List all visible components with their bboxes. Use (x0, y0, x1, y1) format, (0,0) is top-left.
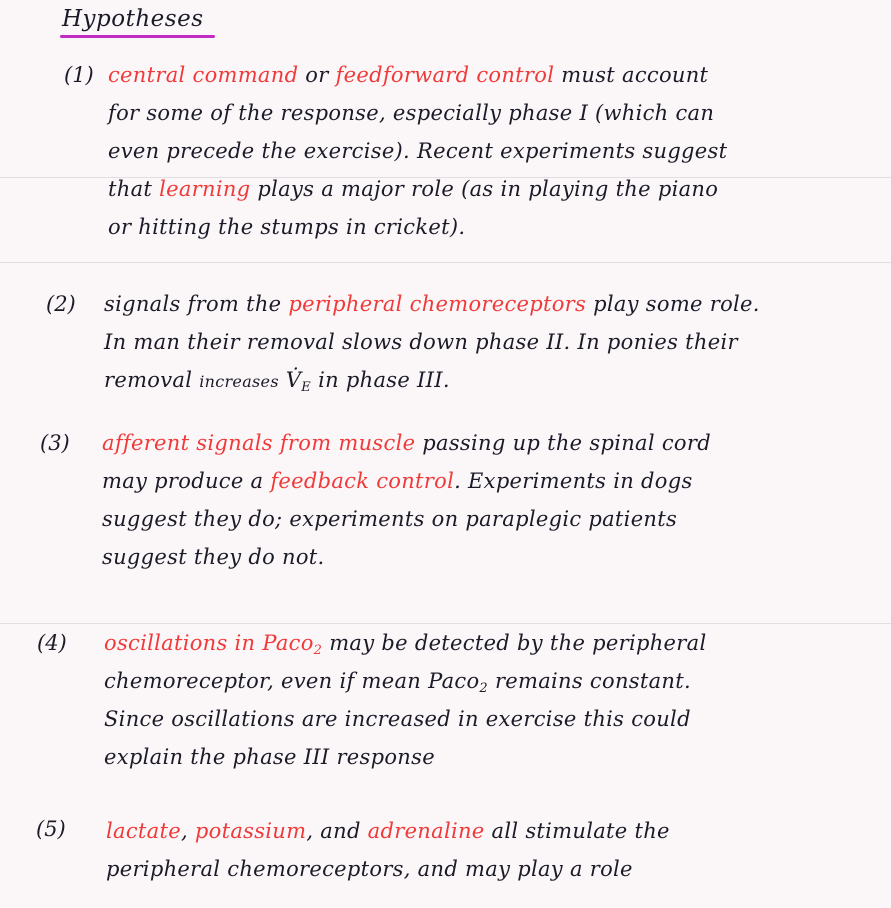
text-line (102, 424, 711, 462)
text-line (104, 285, 760, 323)
text-segment: may be detected by the peripheral (322, 631, 707, 655)
highlighted-term: potassium (194, 819, 307, 843)
highlighted-term: lactate (106, 819, 181, 843)
text-segment: V̇ (278, 368, 302, 392)
text-segment: for some of the response, especially phase I (which can (108, 101, 715, 125)
text-line (106, 812, 670, 850)
text-segment: or (298, 63, 336, 87)
text-segment: Since oscillations are increased in exercise this could (104, 707, 691, 731)
hypothesis-text (104, 285, 760, 399)
text-segment: that (108, 177, 160, 201)
text-segment: passing up the spinal cord (415, 431, 711, 455)
text-line (104, 361, 760, 399)
hypothesis-text (108, 56, 727, 246)
text-segment: removal (104, 368, 200, 392)
text-segment: , and (306, 819, 368, 843)
text-line (108, 56, 727, 94)
text-segment: play some role. (586, 292, 760, 316)
highlighted-term: peripheral chemoreceptors (288, 292, 587, 316)
hypothesis-number: (2) (46, 292, 76, 316)
text-line (104, 738, 706, 776)
highlighted-term: adrenaline (367, 819, 485, 843)
text-segment: , (180, 819, 195, 843)
highlighted-term: afferent signals from muscle (102, 431, 416, 455)
text-segment: signals from the (104, 292, 289, 316)
text-segment: in phase III. (311, 368, 450, 392)
text-segment: explain the phase III response (104, 745, 435, 769)
highlighted-term: feedforward control (335, 63, 555, 87)
hypothesis-number: (1) (64, 63, 94, 87)
text-line (102, 500, 711, 538)
page-divider (0, 262, 891, 263)
text-segment: suggest they do not. (102, 545, 325, 569)
text-segment: or hitting the stumps in cricket). (108, 215, 466, 239)
highlighted-term: central command (108, 63, 299, 87)
text-segment: must account (554, 63, 709, 87)
text-segment: all stimulate the (484, 819, 670, 843)
highlighted-term: Paco (262, 631, 314, 655)
text-line (108, 94, 727, 132)
highlighted-term: 2 (313, 643, 323, 658)
text-segment: E (301, 380, 312, 395)
hypothesis-text (102, 424, 711, 576)
text-segment: suggest they do; experiments on paraplegic patients (102, 507, 678, 531)
text-line (108, 170, 727, 208)
highlighted-term: oscillations in (104, 631, 263, 655)
text-segment: . Experiments in dogs (454, 469, 693, 493)
text-line (106, 850, 670, 888)
hypothesis-number: (5) (36, 817, 66, 841)
text-line (102, 538, 711, 576)
hypothesis-number: (4) (37, 631, 67, 655)
text-line (102, 462, 711, 500)
page-title: Hypotheses (62, 6, 204, 32)
text-line (108, 132, 727, 170)
text-segment: increases (199, 372, 279, 391)
text-line (104, 662, 706, 700)
text-segment: In man their removal slows down phase II. In ponies their (104, 330, 738, 354)
highlighted-term: learning (159, 177, 251, 201)
hypothesis-text (106, 812, 670, 888)
highlighted-term: feedback control (270, 469, 455, 493)
text-segment: remains constant. (487, 669, 691, 693)
hypothesis-text (104, 624, 706, 776)
text-segment: even precede the exercise). Recent experiments suggest (108, 139, 728, 163)
text-segment: 2 (479, 681, 488, 696)
text-segment: peripheral chemoreceptors, and may play a role (106, 857, 633, 881)
hypothesis-number: (3) (40, 431, 70, 455)
text-line (104, 700, 706, 738)
text-segment: may produce a (102, 469, 271, 493)
text-line (108, 208, 727, 246)
title-underline (60, 35, 215, 38)
text-line (104, 323, 760, 361)
text-line (104, 624, 706, 662)
text-segment: plays a major role (as in playing the piano (250, 177, 719, 201)
text-segment: chemoreceptor, even if mean Paco (104, 669, 480, 693)
